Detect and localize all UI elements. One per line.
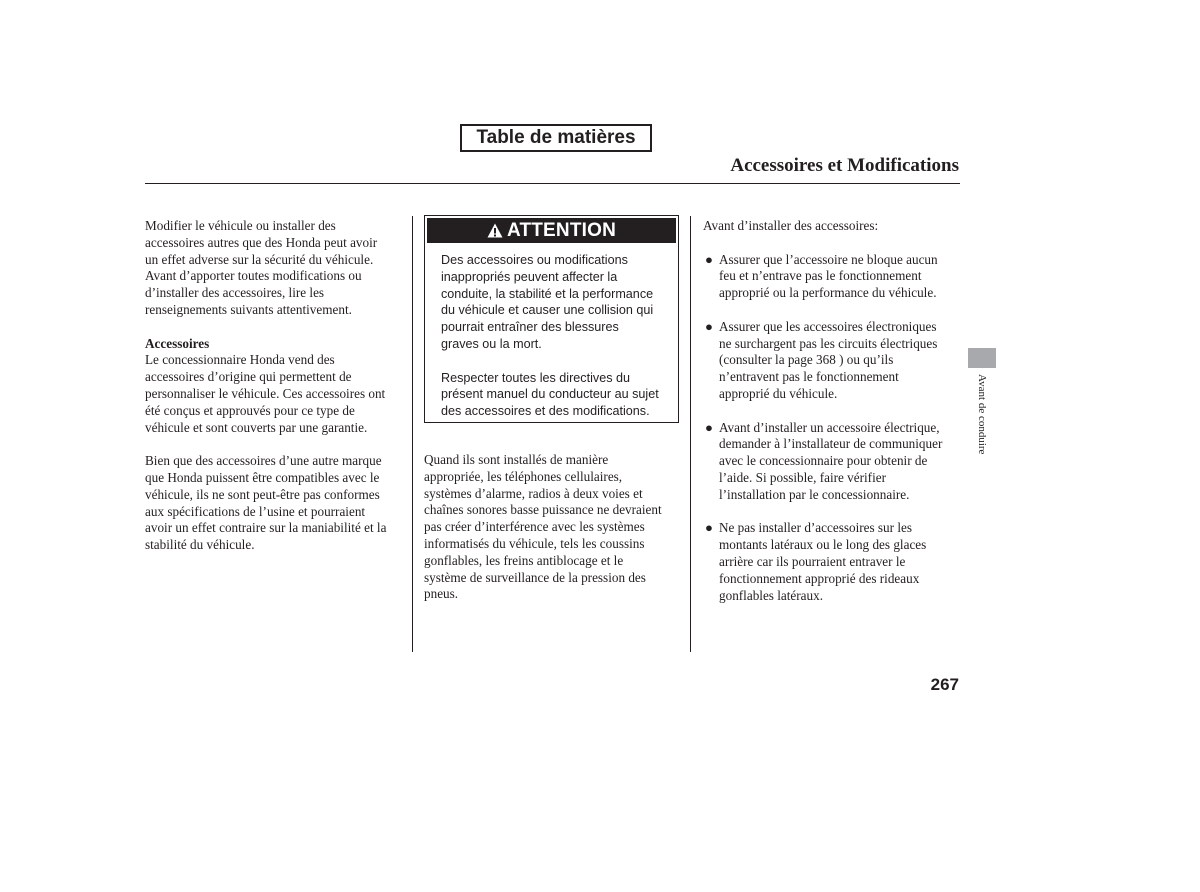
checklist-intro: Avant d’installer des accessoires: (703, 218, 879, 233)
text-line: Modifier le véhicule ou installer des (145, 218, 336, 233)
accessories-subheading: Accessoires (145, 335, 210, 351)
list-item (703, 520, 965, 604)
chapter-tab[interactable] (968, 348, 996, 368)
text-line: un effet adverse sur la sécurité du véhicule. (145, 251, 374, 267)
text-line: avec le concessionnaire pour obtenir de (719, 453, 928, 469)
electronics-paragraph (424, 452, 662, 603)
page-number: 267 (930, 675, 959, 694)
text-line: demander à l’installateur de communiquer (719, 436, 943, 452)
text-line: renseignements suivants attentivement. (145, 301, 352, 317)
text-line: Le concessionnaire Honda vend des (145, 352, 335, 368)
text-line: montants latéraux ou le long des glaces (719, 537, 927, 553)
dealer-accessories-paragraph (145, 352, 407, 436)
header-rule (145, 183, 960, 184)
text-line: Assurer que les accessoires électroniques (719, 318, 937, 334)
text-line: approprié ou la performance du véhicule. (719, 285, 937, 301)
section-title: Accessoires et Modifications (730, 155, 959, 176)
text-line: l’installation par le concessionnaire. (719, 486, 910, 502)
text-line: Quand ils sont installés de manière (424, 452, 609, 467)
column-divider-1 (412, 216, 413, 652)
text-line: Avant d’installer un accessoire électrique, (719, 419, 940, 435)
chapter-tab-label[interactable]: Avant de conduire (976, 374, 988, 455)
text-line: appropriée, les téléphones cellulaires, (424, 468, 623, 484)
list-item (703, 319, 965, 403)
text-line: personnaliser le véhicule. Ces accessoires ont (145, 385, 386, 401)
text-line: Bien que des accessoires d’une autre marque (145, 453, 382, 469)
text-line: pneus. (424, 586, 459, 602)
text-line: aux spécifications de l’usine et pourraient (145, 503, 366, 519)
text-line: avoir un effet contraire sur la maniabilité et la (145, 520, 387, 536)
text-line: conduite, la stabilité et la performance (441, 286, 654, 301)
text-line: chaînes sonores basse puissance ne devraient (424, 502, 662, 518)
text-line: n’entravent pas le fonctionnement (719, 369, 899, 385)
list-item (703, 420, 965, 504)
bullet-icon: ● (705, 520, 713, 536)
warning-body (425, 243, 678, 420)
text-line: stabilité du véhicule. (145, 537, 255, 553)
text-line: l’aide. Si possible, faire vérifier (719, 469, 886, 485)
compatibility-paragraph (145, 453, 407, 554)
text-line: système de surveillance de la pression des (424, 569, 646, 585)
page-reference-link[interactable]: (consulter la page 368 ) ou qu’ils (719, 352, 894, 368)
column-1 (145, 218, 407, 554)
text-line: ne surchargent pas les circuits électriques (719, 335, 938, 351)
list-item (703, 252, 965, 302)
text-line: été conçus et approuvés pour ce type de (145, 402, 355, 418)
text-line: graves ou la mort. (441, 336, 542, 351)
text-line: accessoires d’origine qui permettent de (145, 369, 352, 385)
text-line: d’installer des accessoires, lire les (145, 285, 325, 301)
text-line: présent manuel du conducteur au sujet (441, 387, 659, 402)
attention-warning-box (424, 215, 679, 423)
text-line: accessoires autres que des Honda peut avoir (145, 234, 378, 250)
bullet-icon: ● (705, 419, 713, 435)
text-line: systèmes d’alarme, radios à deux voies et (424, 485, 643, 501)
intro-paragraph (145, 218, 407, 319)
text-line: feu et n’entrave pas le fonctionnement (719, 268, 922, 284)
text-line: véhicule, ils ne sont peut-être pas conformes (145, 486, 380, 502)
bullet-icon: ● (705, 318, 713, 334)
column-divider-2 (690, 216, 691, 652)
text-line: Assurer que l’accessoire ne bloque aucun (719, 251, 938, 267)
text-line: pourrait entraîner des blessures (441, 320, 619, 335)
text-line: pas créer d’interférence avec les systèmes (424, 519, 645, 535)
text-line: des accessoires et des modifications. (441, 404, 650, 419)
text-line: que Honda puissent être compatibles avec le (145, 469, 380, 485)
text-line: informatisés du véhicule, tels les coussins (424, 535, 645, 551)
text-line: approprié du véhicule. (719, 385, 838, 401)
warning-label: ATTENTION (506, 219, 617, 241)
text-line: fonctionnement approprié des rideaux (719, 570, 920, 586)
text-line: gonflables, les freins antiblocage et le (424, 552, 624, 568)
text-line: gonflables latéraux. (719, 587, 823, 603)
text-line: Des accessoires ou modifications (441, 253, 628, 267)
text-line: arrière car ils pourraient entraver le (719, 553, 906, 569)
column-3 (703, 218, 965, 604)
warning-header (427, 218, 676, 243)
text-line: Ne pas installer d’accessoires sur les (719, 520, 912, 536)
warning-triangle-icon (487, 223, 503, 238)
bullet-icon: ● (705, 251, 713, 267)
text-line: inappropriés peuvent affecter la (441, 269, 618, 284)
text-line: du véhicule et causer une collision qui (441, 303, 654, 318)
text-line: véhicule et sont couverts par une garantie. (145, 419, 368, 435)
text-line: Avant d’apporter toutes modifications ou (145, 268, 362, 284)
table-of-contents-button[interactable]: Table de matières (460, 124, 652, 152)
text-line: Respecter toutes les directives du (441, 370, 630, 385)
